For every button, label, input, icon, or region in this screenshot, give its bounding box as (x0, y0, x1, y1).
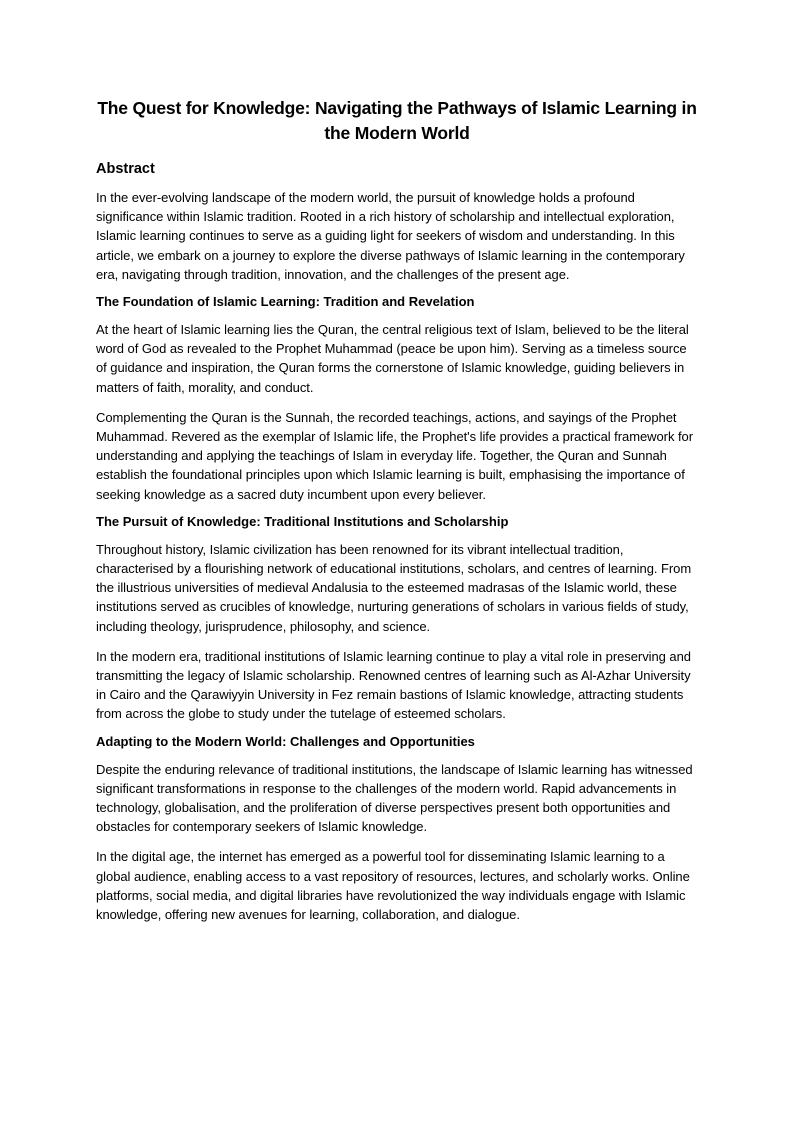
section-foundation-paragraph-2: Complementing the Quran is the Sunnah, the recorded teachings, actions, and sayings of the Prophet Muhammad. Revered as the exemplar of Islamic life, the Prophet's life provides a practical framework for understanding and applying the teachings of Islam in everyday life. Together, the Quran and Sunnah establish the foundational principles upon which Islamic learning is built, emphasising the importance of seeking knowledge as a sacred duty incumbent upon every believer. (96, 409, 693, 502)
document-page (96, 96, 698, 924)
section-pursuit-paragraph-1: Throughout history, Islamic civilization has been renowned for its vibrant intellectual tradition, characterised by a flourishing network of educational institutions, scholars, and centres of learning. From the illustrious universities of medieval Andalusia to the esteemed madrasas of the Islamic world, these institutions served as crucibles of knowledge, nurturing generations of scholars in various fields of study, including theology, jurisprudence, philosophy, and science. (96, 541, 692, 634)
section-adapting-paragraph-1: Despite the enduring relevance of traditional institutions, the landscape of Islamic learning has witnessed significant transformations in response to the challenges of the modern world. Rapid advancements in technology, globalisation, and the proliferation of diverse perspectives present both opportunities and obstacles for contemporary seekers of Islamic knowledge. (96, 761, 693, 835)
abstract-heading: Abstract (96, 161, 155, 177)
section-heading-pursuit: The Pursuit of Knowledge: Traditional Institutions and Scholarship (96, 513, 509, 529)
section-pursuit-paragraph-2: In the modern era, traditional institutions of Islamic learning continue to play a vital role in preserving and transmitting the legacy of Islamic scholarship. Renowned centres of learning such as Al-Azhar University in Cairo and the Qarawiyyin University in Fez remain bastions of Islamic knowledge, attracting students from across the globe to study under the tutelage of esteemed scholars. (96, 648, 691, 722)
abstract-paragraph: In the ever-evolving landscape of the modern world, the pursuit of knowledge holds a profound significance within Islamic tradition. Rooted in a rich history of scholarship and intellectual exploration, Islamic learning continues to serve as a guiding light for seekers of wisdom and understanding. In this article, we embark on a journey to explore the diverse pathways of Islamic learning in the contemporary era, navigating through tradition, innovation, and the challenges of the present age. (96, 190, 685, 282)
section-heading-adapting: Adapting to the Modern World: Challenges and Opportunities (96, 733, 475, 749)
section-adapting-paragraph-2: In the digital age, the internet has emerged as a powerful tool for disseminating Islamic learning to a global audience, enabling access to a vast repository of resources, lectures, and scholarly works. Online platforms, social media, and digital libraries have revolutionized the way individuals engage with Islamic knowledge, offering new avenues for learning, collaboration, and dialogue. (96, 849, 690, 923)
section-heading-foundation: The Foundation of Islamic Learning: Tradition and Revelation (96, 294, 475, 310)
section-foundation-paragraph-1: At the heart of Islamic learning lies the Quran, the central religious text of Islam, believed to be the literal word of God as revealed to the Prophet Muhammad (peace be upon him). Serving as a timeless source of guidance and inspiration, the Quran forms the cornerstone of Islamic knowledge, guiding believers in matters of faith, morality, and conduct. (96, 322, 689, 395)
document-title: The Quest for Knowledge: Navigating the Pathways of Islamic Learning in the Modern World (97, 98, 697, 143)
